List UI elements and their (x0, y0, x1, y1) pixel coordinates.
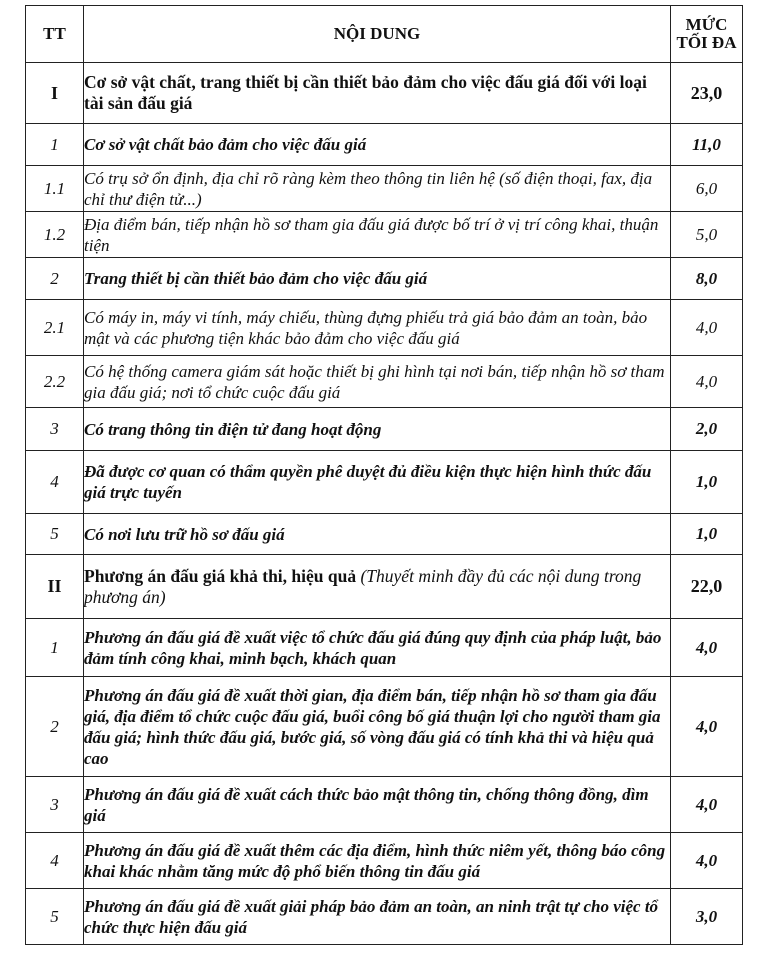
row-number: 1.2 (26, 212, 84, 258)
row-content: Trang thiết bị cần thiết bảo đảm cho việc đấu giá (84, 258, 671, 300)
table-row (26, 514, 743, 555)
row-content: Phương án đấu giá đề xuất thời gian, địa điểm bán, tiếp nhận hồ sơ tham gia đấu giá, địa điểm tổ chức cuộc đấu giá, buổi công bố giá thuận lợi cho người tham gia đấu giá; hình thức đấu giá, bước giá, số vòng đấu giá có tính khả thi và hiệu quả cao (84, 677, 671, 777)
table-row (26, 212, 743, 258)
row-content (84, 555, 671, 619)
table-row (26, 619, 743, 677)
row-max-score: 6,0 (671, 166, 743, 212)
row-content: Có nơi lưu trữ hồ sơ đấu giá (84, 514, 671, 555)
row-number: 3 (26, 777, 84, 833)
row-max-score: 4,0 (671, 833, 743, 889)
header-max (671, 6, 743, 63)
row-number: 4 (26, 833, 84, 889)
row-content: Phương án đấu giá đề xuất thêm các địa điểm, hình thức niêm yết, thông báo công khai khác nhằm tăng mức độ phổ biến thông tin đấu giá (84, 833, 671, 889)
row-max-score: 2,0 (671, 408, 743, 451)
row-max-score: 4,0 (671, 356, 743, 408)
row-content: Có hệ thống camera giám sát hoặc thiết bị ghi hình tại nơi bán, tiếp nhận hồ sơ tham gia đấu giá; nơi tổ chức cuộc đấu giá (84, 356, 671, 408)
row-number: 5 (26, 514, 84, 555)
table-row (26, 166, 743, 212)
row-max-score: 4,0 (671, 300, 743, 356)
row-max-score: 23,0 (671, 63, 743, 124)
row-content: Đã được cơ quan có thẩm quyền phê duyệt đủ điều kiện thực hiện hình thức đấu giá trực tuyến (84, 451, 671, 514)
row-number: 1.1 (26, 166, 84, 212)
row-max-score: 4,0 (671, 619, 743, 677)
row-number: 1 (26, 124, 84, 166)
table-header-row (26, 6, 743, 63)
row-content: Phương án đấu giá đề xuất giải pháp bảo đảm an toàn, an ninh trật tự cho việc tổ chức thực hiện đấu giá (84, 889, 671, 945)
row-max-score: 11,0 (671, 124, 743, 166)
header-max-line2: TỐI ĐA (676, 33, 737, 52)
table-row (26, 677, 743, 777)
row-max-score: 22,0 (671, 555, 743, 619)
row-max-score: 1,0 (671, 514, 743, 555)
row-max-score: 1,0 (671, 451, 743, 514)
row-number: 5 (26, 889, 84, 945)
row-number: 4 (26, 451, 84, 514)
header-content: NỘI DUNG (84, 6, 671, 63)
row-content: Phương án đấu giá đề xuất việc tổ chức đấu giá đúng quy định của pháp luật, bảo đảm tính công khai, minh bạch, khách quan (84, 619, 671, 677)
table-row (26, 63, 743, 124)
row-content-main: Phương án đấu giá khả thi, hiệu quả (84, 565, 357, 586)
row-number: 2 (26, 677, 84, 777)
row-content: Phương án đấu giá đề xuất cách thức bảo mật thông tin, chống thông đồng, dìm giá (84, 777, 671, 833)
row-max-score: 5,0 (671, 212, 743, 258)
row-content: Cơ sở vật chất bảo đảm cho việc đấu giá (84, 124, 671, 166)
row-content: Có trang thông tin điện tử đang hoạt động (84, 408, 671, 451)
row-max-score: 3,0 (671, 889, 743, 945)
table-row (26, 124, 743, 166)
table-row (26, 300, 743, 356)
criteria-table (25, 5, 743, 945)
header-max-line1: MỨC (685, 15, 728, 34)
table-row (26, 408, 743, 451)
table-row (26, 889, 743, 945)
row-content: Có máy in, máy vi tính, máy chiếu, thùng đựng phiếu trả giá bảo đảm an toàn, bảo mật và các phương tiện khác bảo đảm cho việc đấu giá (84, 300, 671, 356)
row-number: I (26, 63, 84, 124)
table-row (26, 555, 743, 619)
row-number: 2.2 (26, 356, 84, 408)
row-max-score: 4,0 (671, 777, 743, 833)
row-content: Cơ sở vật chất, trang thiết bị cần thiết bảo đảm cho việc đấu giá đối với loại tài sản đấu giá (84, 63, 671, 124)
row-content: Địa điểm bán, tiếp nhận hồ sơ tham gia đấu giá được bố trí ở vị trí công khai, thuận tiện (84, 212, 671, 258)
row-number: 1 (26, 619, 84, 677)
row-content-note: (Thuyết minh đầy đủ các nội dung trong phương án) (84, 565, 642, 607)
row-number: 2 (26, 258, 84, 300)
table-row (26, 356, 743, 408)
row-max-score: 4,0 (671, 677, 743, 777)
table-row (26, 451, 743, 514)
table-row (26, 833, 743, 889)
row-number: 3 (26, 408, 84, 451)
row-content: Có trụ sở ổn định, địa chỉ rõ ràng kèm theo thông tin liên hệ (số điện thoại, fax, địa chỉ thư điện tử...) (84, 166, 671, 212)
row-number: II (26, 555, 84, 619)
table-row (26, 777, 743, 833)
row-max-score: 8,0 (671, 258, 743, 300)
header-tt: TT (26, 6, 84, 63)
row-number: 2.1 (26, 300, 84, 356)
table-row (26, 258, 743, 300)
